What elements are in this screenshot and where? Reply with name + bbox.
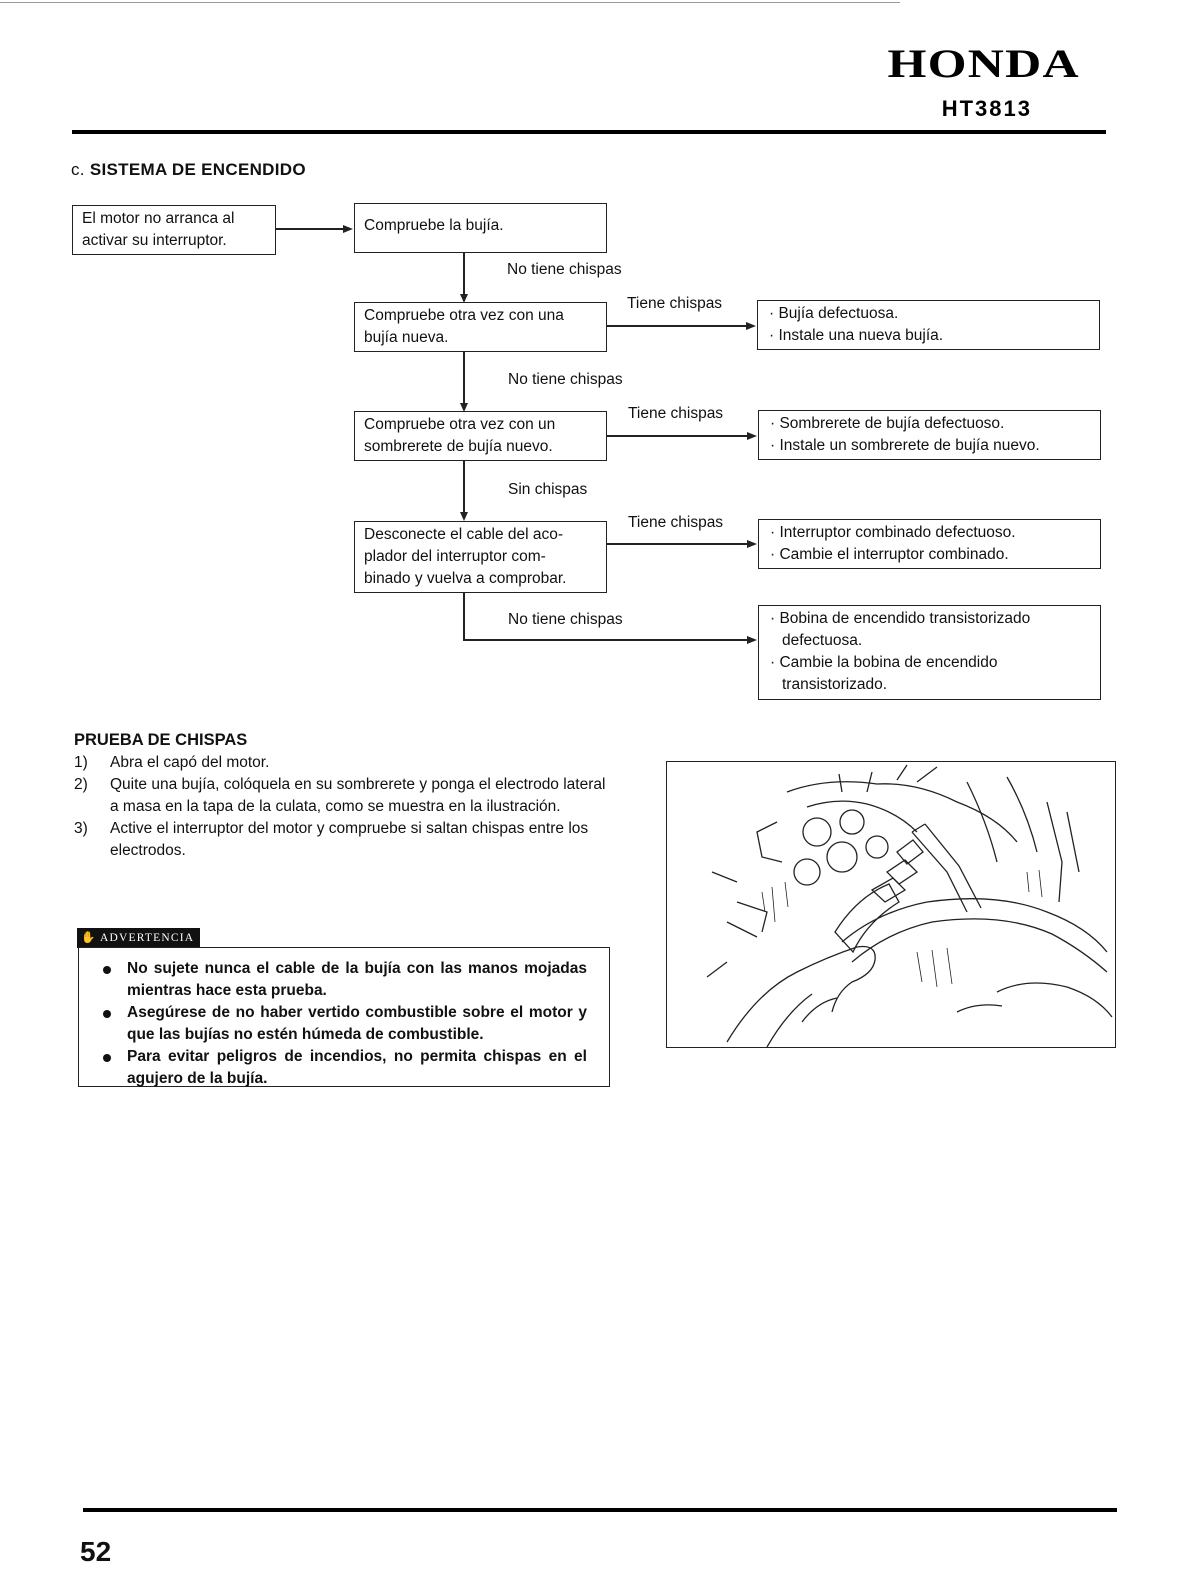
flow-result5-item: · Bobina de encendido transistorizado defectuosa. [770,610,1031,649]
flow-result4-text: Interruptor combinado defectuoso. [779,524,1016,541]
step-number: 1) [74,754,88,771]
flow-result3-text: Instale un sombrerete de bujía nuevo. [779,437,1040,454]
step-number: 2) [74,776,88,793]
flow-check1-text: Compruebe la bujía. [364,217,504,234]
model-code: HT3813 [941,96,1032,121]
flow-spark2-label: Tiene chispas [627,295,723,312]
flow-result5-text: Cambie la bobina de encendido transistorizado. [779,654,998,693]
connector-line [276,228,344,230]
flow-label2: No tiene chispas [508,371,623,388]
flow-result4-item: · Interruptor combinado defectuoso. [770,524,1016,541]
spark-plug-illustration [666,761,1116,1048]
flow-result2-text: Instale una nueva bujía. [778,327,944,344]
bullet-icon [103,1054,111,1062]
flow-result2-text: Bujía defectuosa. [778,305,899,322]
bullet-icon [103,966,111,974]
flow-result3-box [758,410,1101,460]
flow-result3-item: · Sombrerete de bujía defectuoso. [770,415,1005,432]
section-prefix: c. [71,160,85,179]
section-title [71,160,306,180]
flow-spark3-label: Tiene chispas [628,405,724,422]
flow-check4-line: binado y vuelva a comprobar. [364,570,567,587]
bullet-icon [103,1010,111,1018]
arrow-right-icon [747,540,757,548]
flow-check4-line: plador del interruptor com- [364,548,546,565]
warning-item [101,1002,587,1046]
flow-result5-box [758,605,1101,700]
warning-text: Asegúrese de no haber vertido combustible sobre el motor y que las bujías no estén húmeda de combustible. [127,1004,587,1043]
flow-result4-text: Cambie el interruptor combinado. [779,546,1009,563]
flow-result3-text: Sombrerete de bujía defectuoso. [779,415,1005,432]
spark-test-step [74,752,614,774]
flow-result4-box [758,519,1101,569]
flow-result2-item: · Bujía defectuosa. [769,305,899,322]
flow-check4-line: Desconecte el cable del aco- [364,526,564,543]
engine-sketch-icon [667,762,1116,1048]
flow-start-box [72,205,276,255]
section-title-text: SISTEMA DE ENCENDIDO [89,160,306,179]
flow-result5-text: Bobina de encendido transistorizado defectuosa. [779,610,1031,649]
connector-line [607,435,748,437]
warning-text: No sujete nunca el cable de la bujía con las manos mojadas mientras hace esta prueba. [127,960,587,999]
arrow-right-icon [343,225,353,233]
flow-start-text: El motor no arranca al activar su interruptor. [82,210,235,249]
flow-label3: Sin chispas [508,481,588,498]
step-text: Active el interruptor del motor y compruebe si saltan chispas entre los electrodos. [110,820,589,859]
flow-label1: No tiene chispas [507,261,622,278]
flow-check3-box [354,411,607,461]
flow-check3-text: Compruebe otra vez con un sombrerete de bujía nuevo. [364,416,556,455]
flow-result4-item: · Cambie el interruptor combinado. [770,546,1009,563]
connector-line [607,325,747,327]
brand-logo: HONDA [887,41,1080,86]
flow-check2-text: Compruebe otra vez con una bujía nueva. [364,307,564,346]
connector-line [463,593,465,640]
warning-tag-text: ADVERTENCIA [99,932,195,944]
flow-check4-box [354,521,607,593]
footer-rule [83,1508,1117,1512]
warning-hand-icon: ✋ [81,932,100,944]
flow-result5-item: · Cambie la bobina de encendido transistorizado. [770,654,998,693]
flow-label4: No tiene chispas [508,611,623,628]
warning-tag [77,928,200,948]
connector-line [463,639,748,641]
spark-test-step [74,818,614,862]
flow-spark4-label: Tiene chispas [628,514,724,531]
step-text: Quite una bujía, colóquela en su sombrerete y ponga el electrodo lateral a masa en la tapa de la culata, como se muestra en la ilustración. [110,776,606,815]
warning-box [78,947,610,1087]
spark-test-title: PRUEBA DE CHISPAS [74,731,248,749]
step-number: 3) [74,820,88,837]
header-rule [72,130,1106,134]
arrow-right-icon [747,636,757,644]
step-text: Abra el capó del motor. [110,754,270,771]
warning-item [101,958,587,1002]
page-number: 52 [80,1536,112,1567]
spark-test-step [74,774,614,818]
flow-result2-item: · Instale una nueva bujía. [769,327,944,344]
flow-result3-item: · Instale un sombrerete de bujía nuevo. [770,437,1040,454]
flow-check2-box [354,302,607,352]
arrow-right-icon [746,322,756,330]
spark-test-steps [74,752,614,862]
connector-line [463,461,465,514]
connector-line [463,253,465,296]
warning-item [101,1046,587,1090]
connector-line [463,352,465,405]
top-rule [0,2,900,3]
flow-result2-box [757,300,1100,350]
connector-line [607,543,748,545]
arrow-right-icon [747,432,757,440]
arrow-down-icon [460,512,468,521]
flow-check1-box [354,203,607,253]
warning-text: Para evitar peligros de incendios, no permita chispas en el agujero de la bujía. [127,1048,587,1087]
